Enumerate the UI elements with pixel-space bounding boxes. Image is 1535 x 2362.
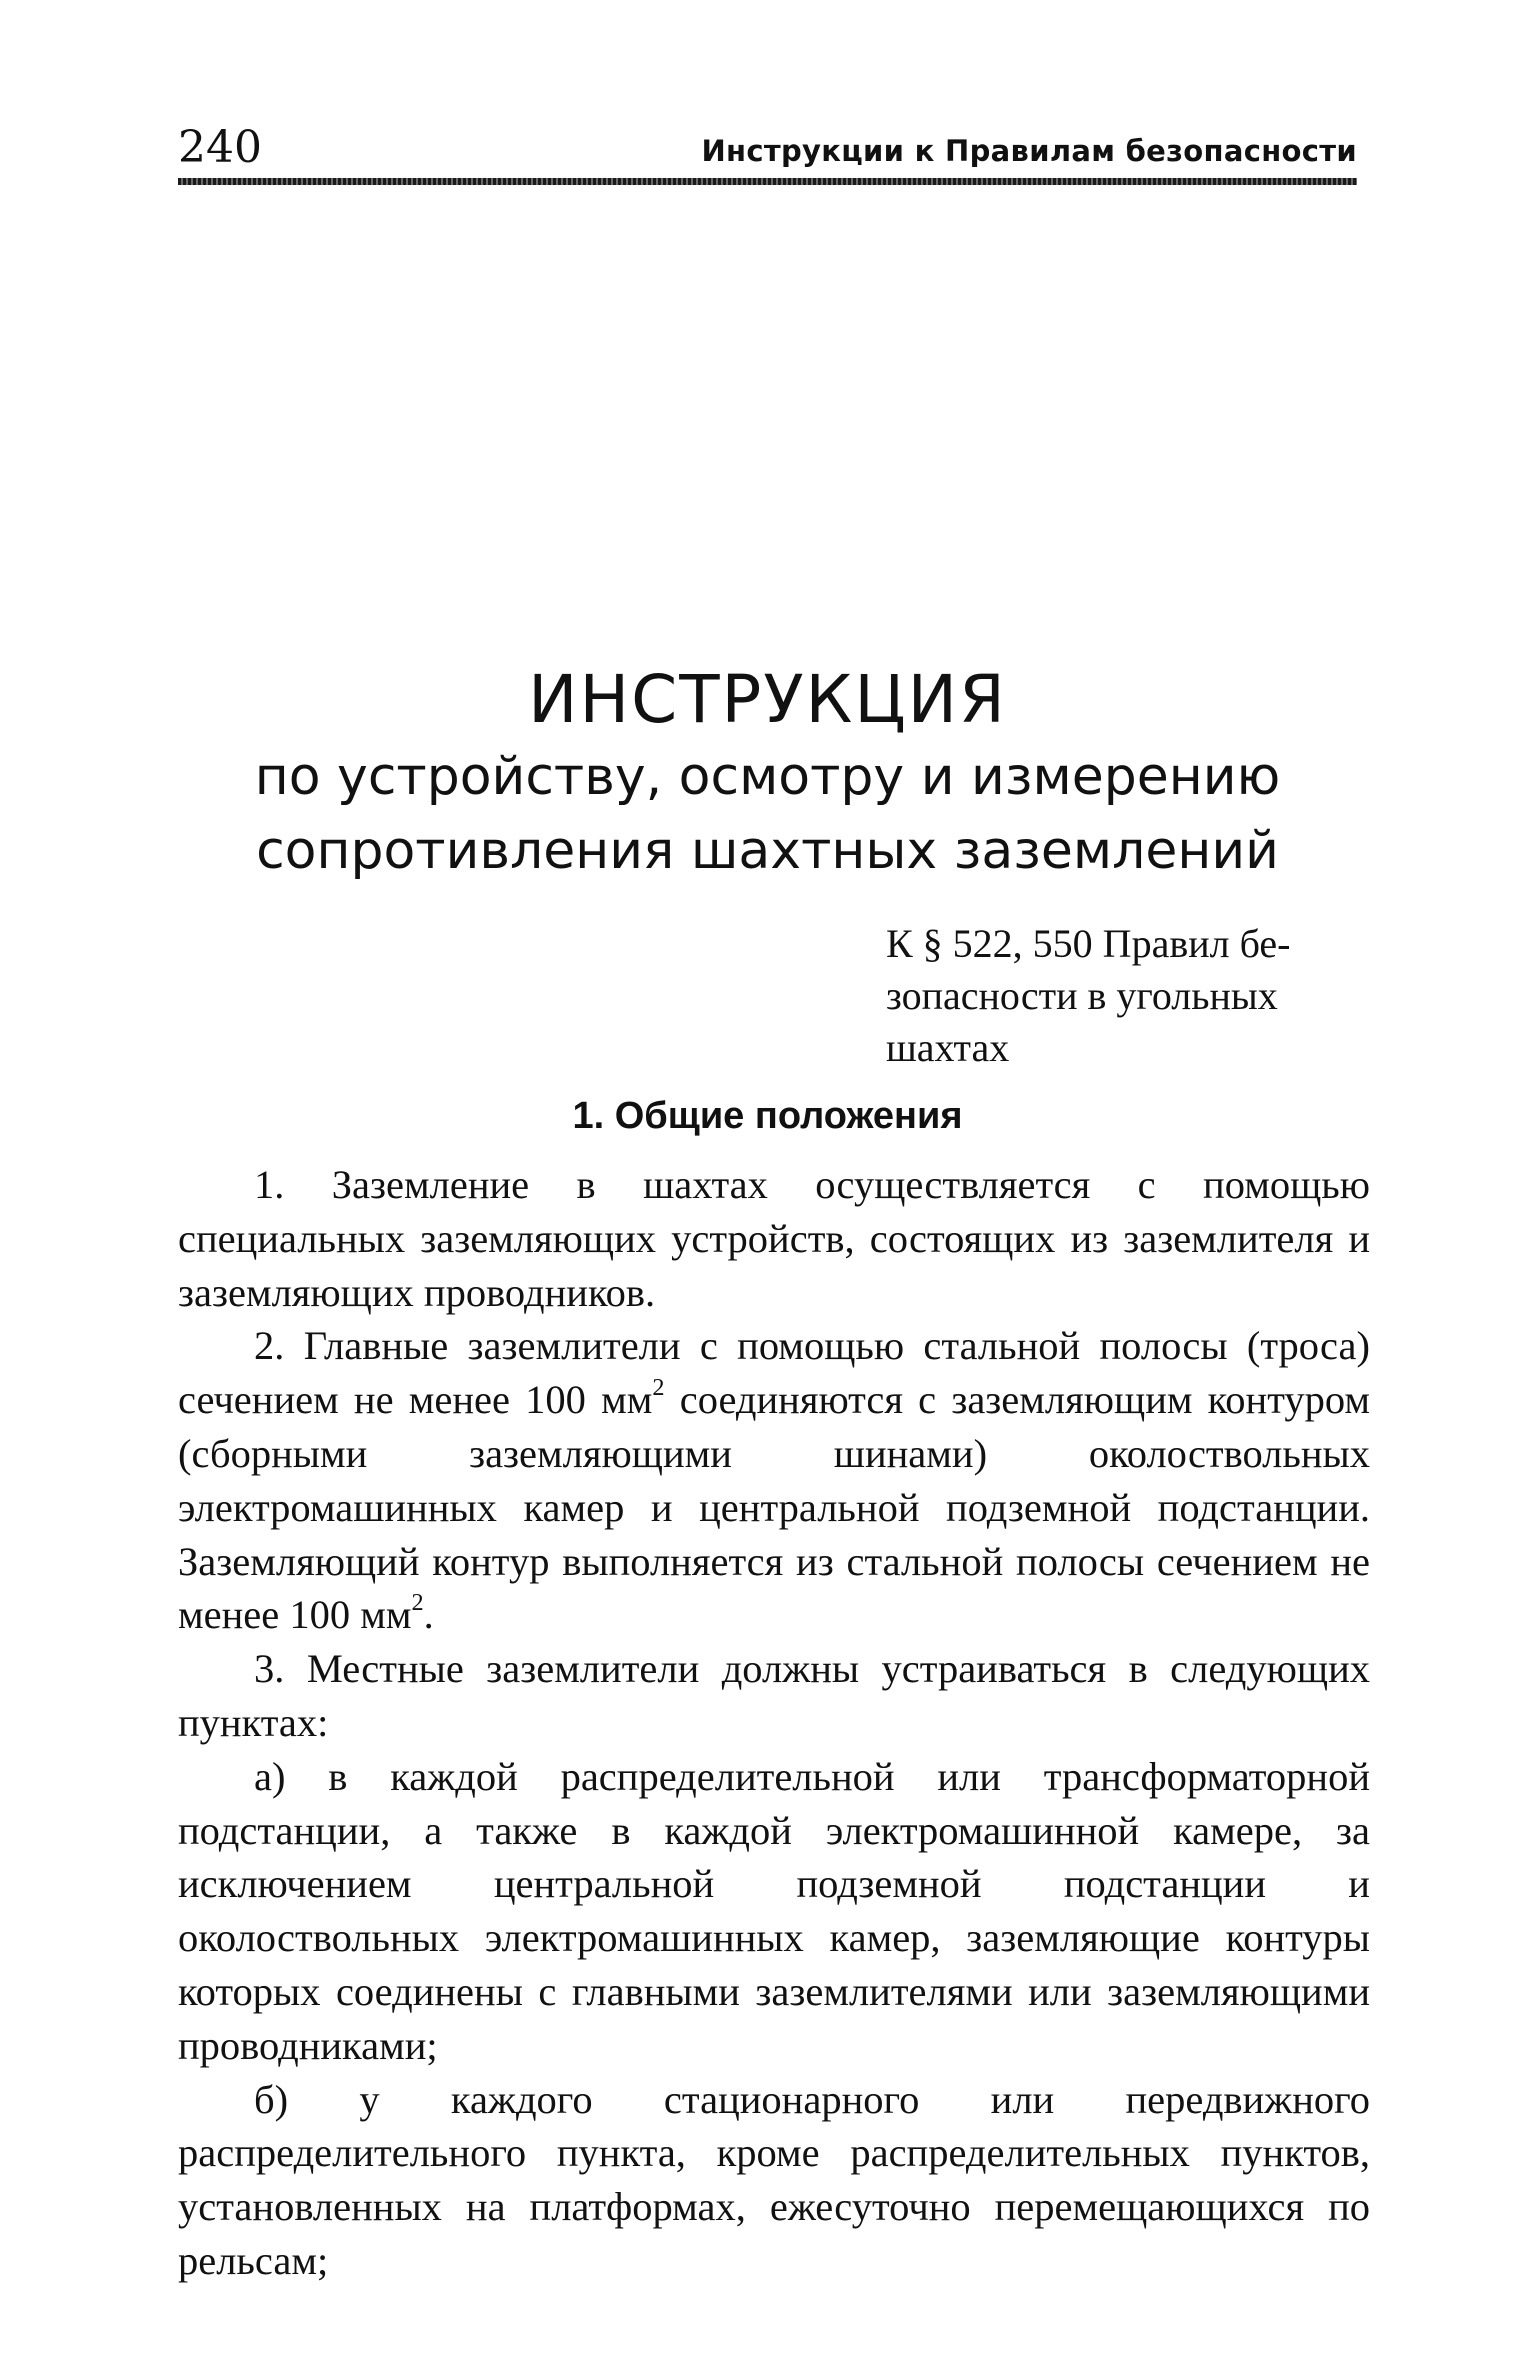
doc-title: ИНСТРУКЦИЯ bbox=[528, 661, 1007, 738]
doc-subtitle-line-2: сопротивления шахтных заземлений bbox=[256, 821, 1279, 881]
superscript-mm2-2: 2 bbox=[411, 1589, 424, 1617]
reference-line-1: К § 522, 550 Правил бе- bbox=[886, 921, 1291, 966]
paragraph-2-part-b: соединяются с заземляющим контуром (сборными заземляющими шинами) околоствольных электромашинных камер и центральной подземной подстанции. Заземляющий контур выполняется из стальной полосы сечением не менее 100 мм bbox=[178, 1377, 1370, 1638]
paragraph-4: а) в каждой распределительной или трансформаторной подстанции, а также в каждой электромашинной камере, за исключением центральной подземной подстанции и околоствольных электромашинных камер, заземляющие контуры которых соединены с главными заземлителями или заземляющими проводниками; bbox=[178, 1753, 1370, 2068]
reference-line-3: шахтах bbox=[886, 1025, 1010, 1070]
paragraph-5: б) у каждого стационарного или передвижного распределительного пункта, кроме распределительных пунктов, установленных на платформах, ежесуточно перемещающихся по рельсам; bbox=[178, 2076, 1370, 2283]
running-head bbox=[178, 118, 1357, 176]
superscript-mm2-1: 2 bbox=[652, 1373, 665, 1401]
paragraph-2-part-a: 2. Главные заземлители с помощью стальной полосы (троса) сечением не менее 100 мм bbox=[178, 1323, 1370, 1423]
page-number: 240 bbox=[178, 122, 262, 173]
body-text bbox=[178, 1158, 1370, 2288]
paragraph-2 bbox=[178, 1319, 1370, 1642]
paragraph-3: 3. Местные заземлители должны устраиваться в следующих пунктах: bbox=[178, 1646, 1370, 1745]
section-heading: 1. Общие положения bbox=[572, 1095, 963, 1137]
header-rule bbox=[178, 178, 1357, 185]
reference-line-2: зопасности в угольных bbox=[886, 973, 1278, 1018]
paragraph-1: 1. Заземление в шахтах осуществляется с помощью специальных заземляющих устройств, состоящих из заземлителя и заземляющих проводников. bbox=[178, 1162, 1370, 1315]
doc-subtitle-line-1: по устройству, осмотру и измерению bbox=[254, 747, 1281, 807]
running-title: Инструкции к Правилам безопасности bbox=[701, 134, 1357, 168]
reference-note bbox=[886, 918, 1366, 1074]
title-block bbox=[178, 660, 1357, 888]
paragraph-2-part-c: . bbox=[423, 1592, 434, 1638]
